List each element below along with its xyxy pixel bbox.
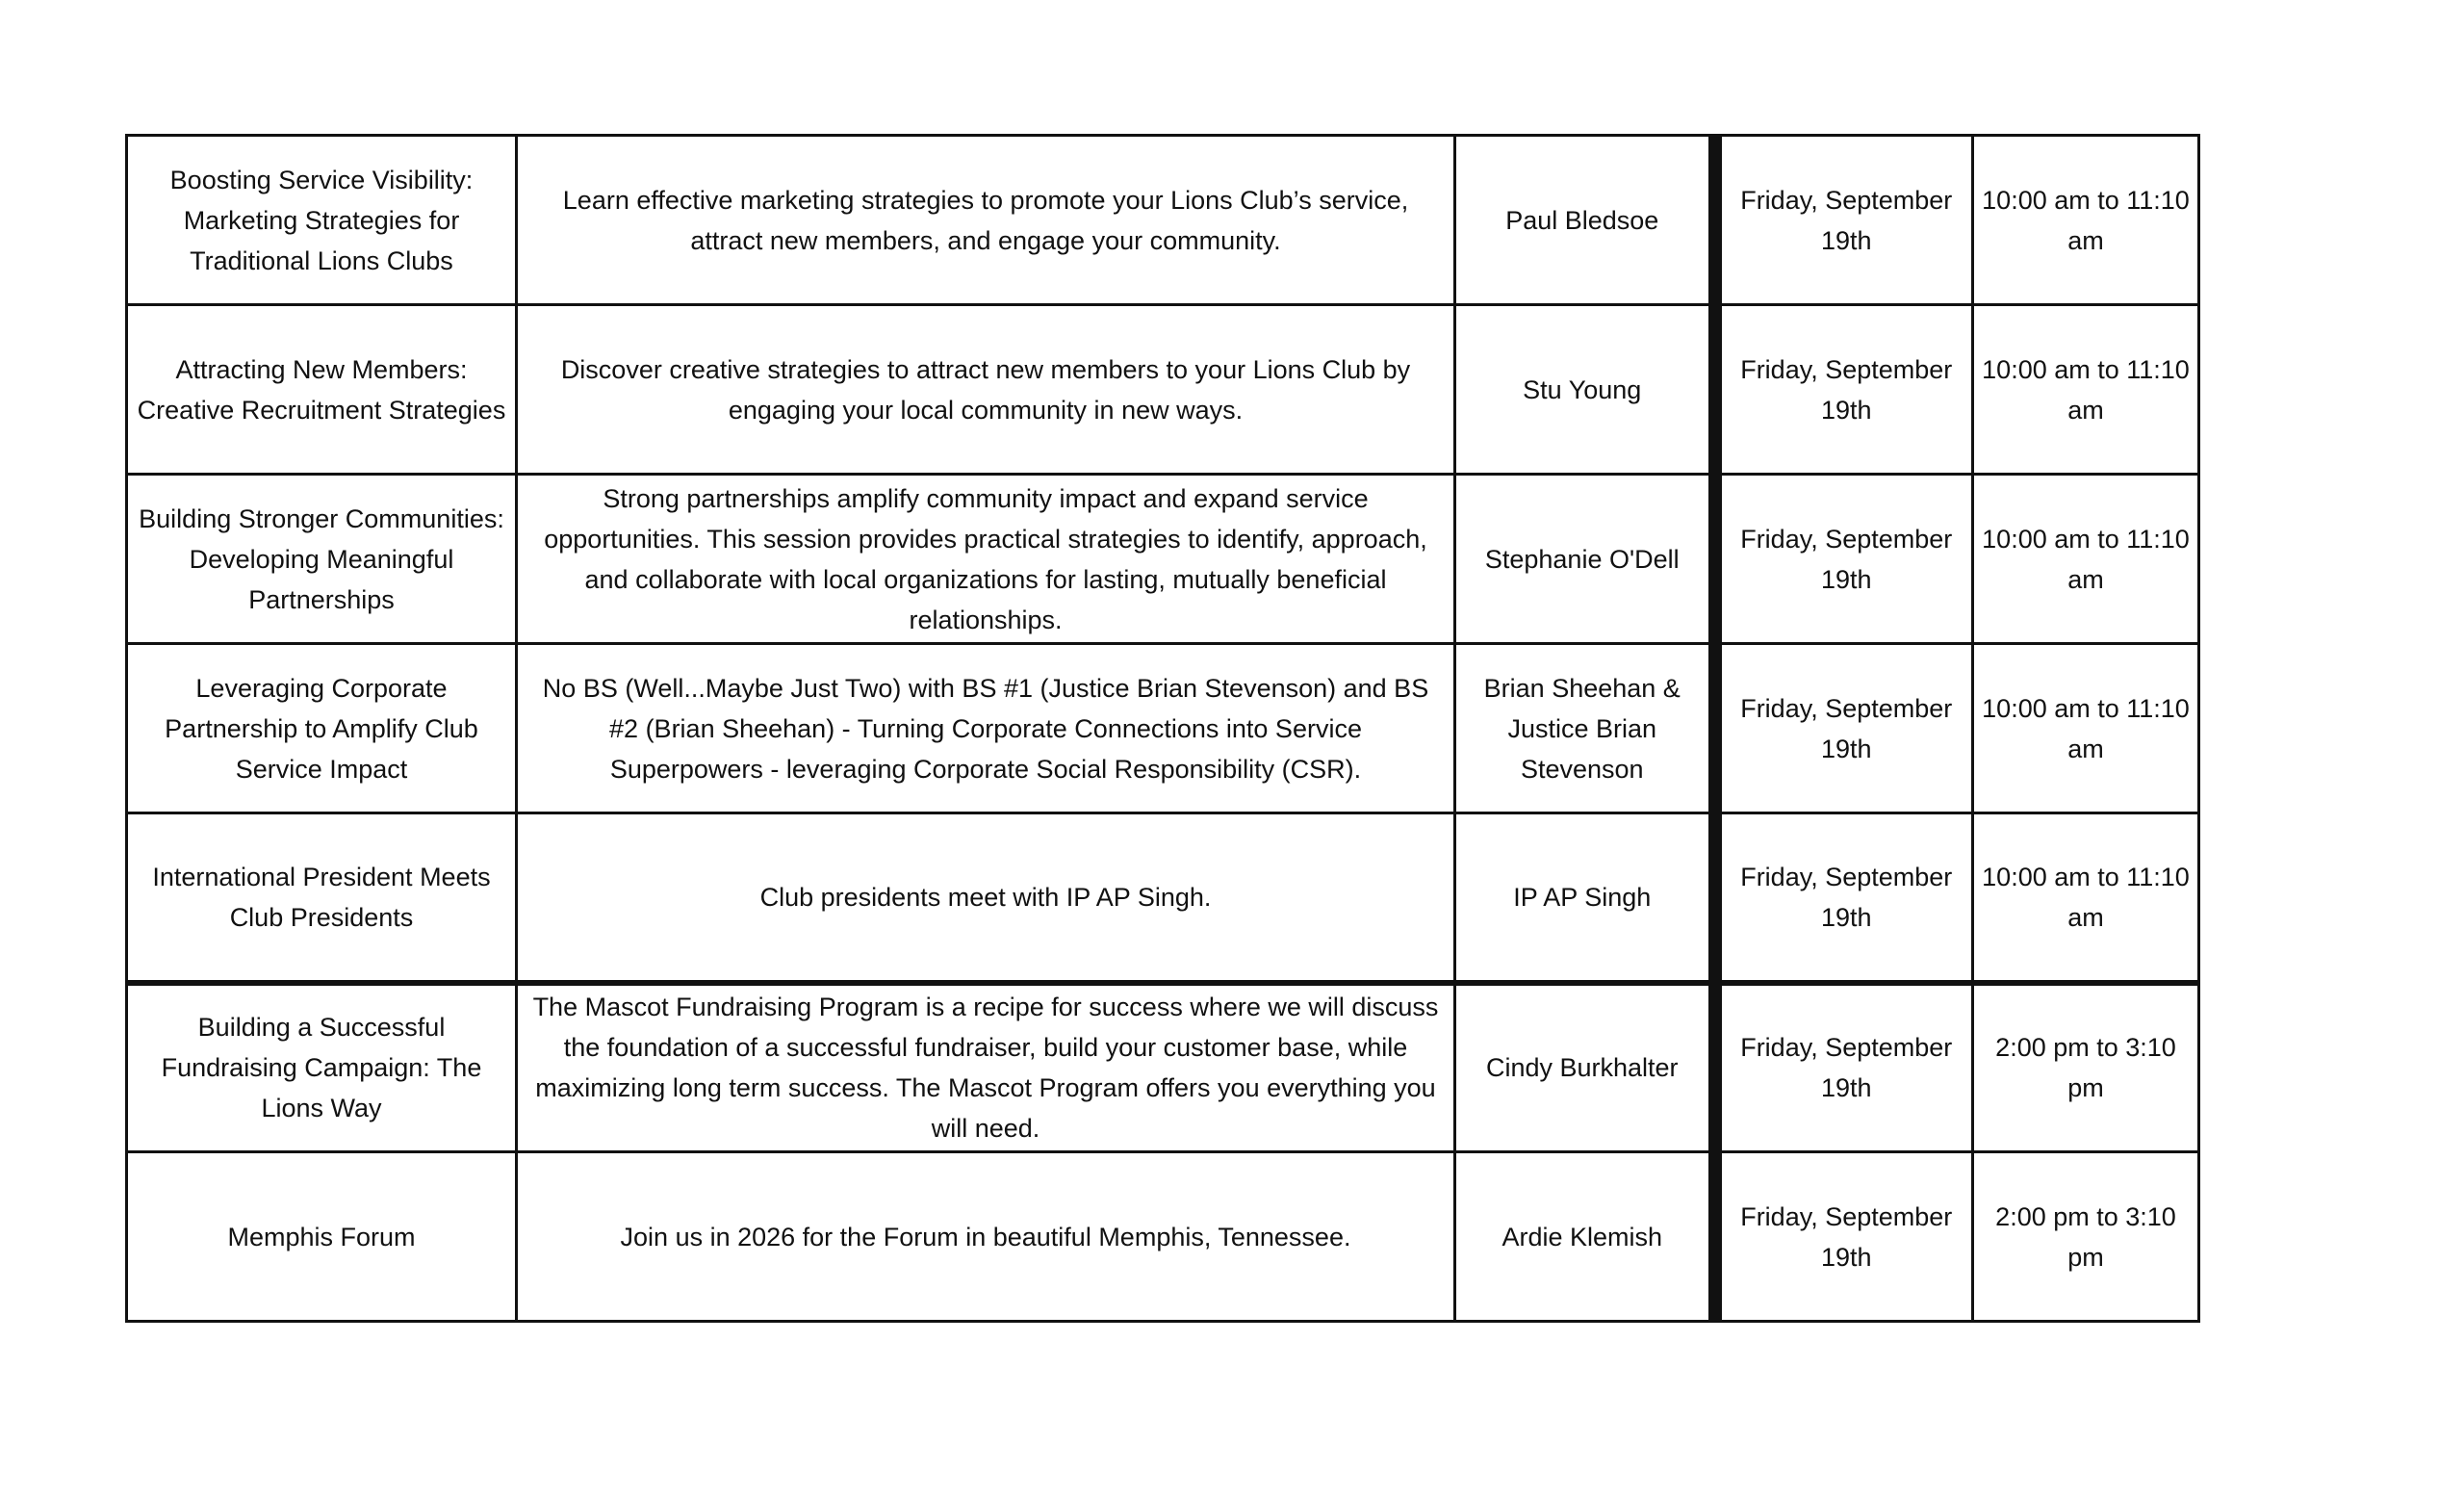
table-row (127, 983, 2199, 1152)
session-title: Building a Successful Fundraising Campaign: The Lions Way (127, 983, 517, 1152)
session-presenter: Cindy Burkhalter (1455, 983, 1715, 1152)
session-date: Friday, September 19th (1715, 983, 1973, 1152)
session-presenter: Stu Young (1455, 305, 1715, 475)
session-title: Boosting Service Visibility: Marketing Strategies for Traditional Lions Clubs (127, 136, 517, 305)
session-presenter: Brian Sheehan & Justice Brian Stevenson (1455, 644, 1715, 813)
session-title: Attracting New Members: Creative Recruitment Strategies (127, 305, 517, 475)
session-title: Leveraging Corporate Partnership to Amplify Club Service Impact (127, 644, 517, 813)
session-presenter: IP AP Singh (1455, 813, 1715, 983)
session-date: Friday, September 19th (1715, 1152, 1973, 1322)
table-row (127, 305, 2199, 475)
session-description: Club presidents meet with IP AP Singh. (517, 813, 1455, 983)
session-time: 10:00 am to 11:10 am (1973, 813, 2199, 983)
session-description: Join us in 2026 for the Forum in beautiful Memphis, Tennessee. (517, 1152, 1455, 1322)
session-title: Memphis Forum (127, 1152, 517, 1322)
table-row (127, 136, 2199, 305)
session-description: Discover creative strategies to attract new members to your Lions Club by engaging your local community in new ways. (517, 305, 1455, 475)
table-row (127, 475, 2199, 644)
session-date: Friday, September 19th (1715, 305, 1973, 475)
session-time: 10:00 am to 11:10 am (1973, 644, 2199, 813)
session-time: 10:00 am to 11:10 am (1973, 136, 2199, 305)
session-description: Strong partnerships amplify community impact and expand service opportunities. This session provides practical strategies to identify, approach, and collaborate with local organizations for lasting, mutually beneficial relationships. (517, 475, 1455, 644)
session-schedule-table (125, 134, 2200, 1323)
session-time: 10:00 am to 11:10 am (1973, 305, 2199, 475)
session-date: Friday, September 19th (1715, 475, 1973, 644)
session-time: 2:00 pm to 3:10 pm (1973, 1152, 2199, 1322)
session-description: The Mascot Fundraising Program is a recipe for success where we will discuss the foundation of a successful fundraiser, build your customer base, while maximizing long term success. The Mascot Program offers you everything you will need. (517, 983, 1455, 1152)
session-description: No BS (Well...Maybe Just Two) with BS #1 (Justice Brian Stevenson) and BS #2 (Brian Sheehan) - Turning Corporate Connections into Service Superpowers - leveraging Corporate Social Responsibility (CSR). (517, 644, 1455, 813)
session-date: Friday, September 19th (1715, 136, 1973, 305)
table-row (127, 644, 2199, 813)
session-time: 2:00 pm to 3:10 pm (1973, 983, 2199, 1152)
session-title: International President Meets Club Presidents (127, 813, 517, 983)
session-presenter: Ardie Klemish (1455, 1152, 1715, 1322)
session-presenter: Paul Bledsoe (1455, 136, 1715, 305)
session-presenter: Stephanie O'Dell (1455, 475, 1715, 644)
session-date: Friday, September 19th (1715, 644, 1973, 813)
session-time: 10:00 am to 11:10 am (1973, 475, 2199, 644)
session-description: Learn effective marketing strategies to promote your Lions Club’s service, attract new members, and engage your community. (517, 136, 1455, 305)
session-date: Friday, September 19th (1715, 813, 1973, 983)
session-title: Building Stronger Communities: Developing Meaningful Partnerships (127, 475, 517, 644)
table-row (127, 1152, 2199, 1322)
table-row (127, 813, 2199, 983)
